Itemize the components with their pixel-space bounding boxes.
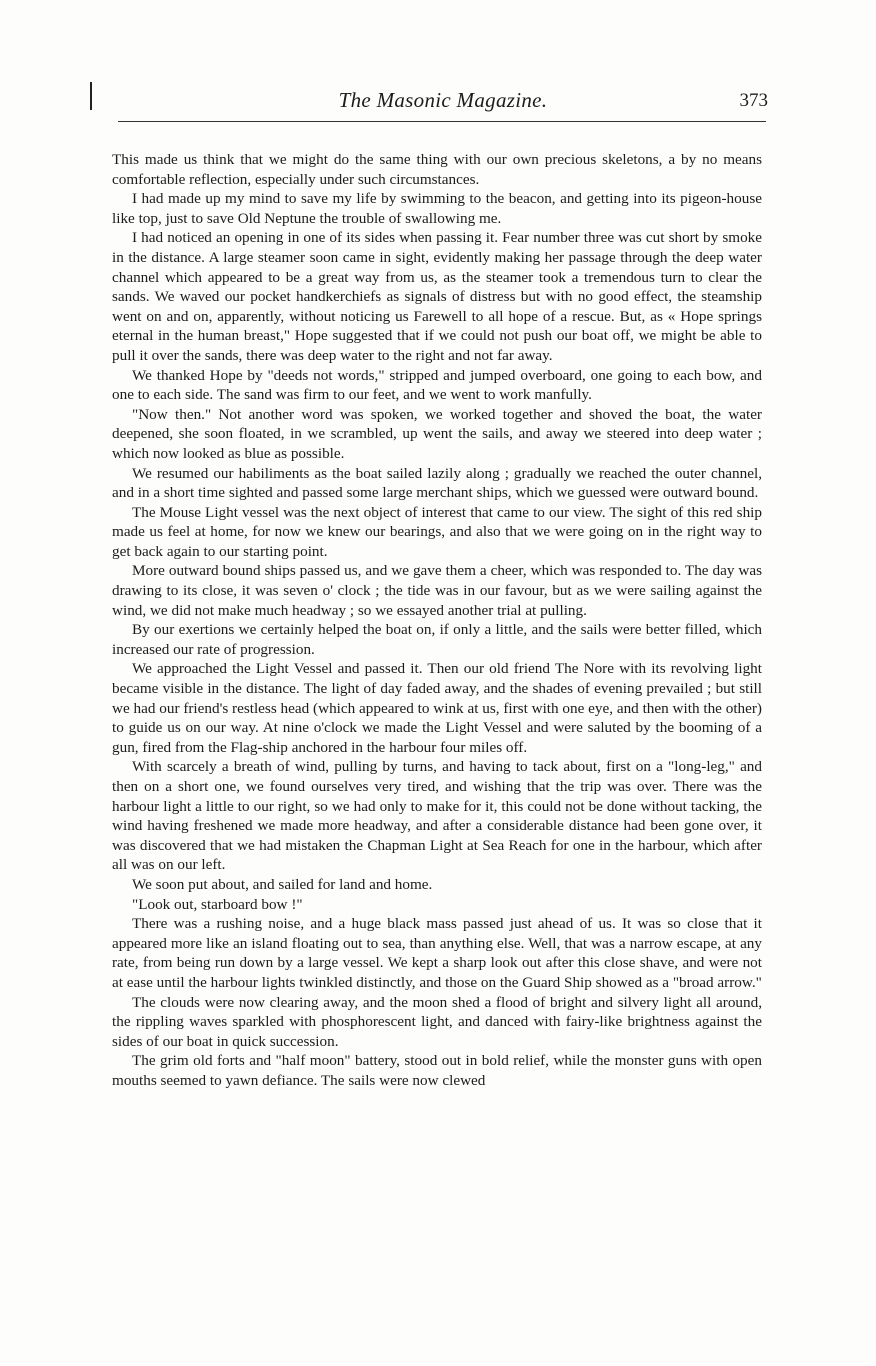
paragraph: I had noticed an opening in one of its sides when passing it. Fear number three was cut short by smoke in the distance. A large steamer soon came in sight, evidently making her passage through the deep water channel which appeared to be a great way from us, as the steamer took a tremendous turn to clear the sands. We waved our pocket handkerchiefs as signals of distress but with no good effect, the steamship went on and on, apparently, without noticing us Farewell to all hope of a rescue. But, as « Hope springs eternal in the human breast," Hope suggested that if we could not push our boat off, we might be able to pull it over the sands, there was deep water to the right and not far away. <box>112 229 762 364</box>
paragraph: More outward bound ships passed us, and we gave them a cheer, which was responded to. The day was drawing to its close, it was seven o' clock ; the tide was in our favour, but as we were sailing against the wind, we did not make much headway ; so we essayed another trial at pulling. <box>112 562 762 619</box>
paragraph: The Mouse Light vessel was the next object of interest that came to our view. The sight of this red ship made us feel at home, for now we knew our bearings, and also that we were going on in the right way to get back again to our starting point. <box>112 503 762 560</box>
paragraph: The grim old forts and "half moon" battery, stood out in bold relief, while the monster guns with open mouths seemed to yawn defiance. The sails were now clewed <box>112 1052 762 1089</box>
paragraph: There was a rushing noise, and a huge black mass passed just ahead of us. It was so close that it appeared more like an island floating out to sea, than anything else. Well, that was a narrow escape, at any rate, from being run down by a large vessel. We kept a sharp look out after this close shave, and were not at ease until the harbour lights twinkled distinctly, and those on the Guard Ship showed as a "broad arrow." <box>112 915 762 991</box>
magazine-title: The Masonic Magazine. <box>338 88 548 112</box>
paragraph: We approached the Light Vessel and passed it. Then our old friend The Nore with its revolving light became visible in the distance. The light of day faded away, and the shades of evening prevailed ; but still we had our friend's restless head (which appeared to wink at us, first with one eye, and then with the other) to guide us on our way. At nine o'clock we made the Light Vessel and were saluted by the booming of a gun, fired from the Flag-ship anchored in the harbour four miles off. <box>112 660 762 756</box>
article-body <box>112 150 762 1091</box>
paragraph: With scarcely a breath of wind, pulling by turns, and having to tack about, first on a "long-leg," and then on a short one, we found ourselves very tired, and wishing that the trip was over. There was the harbour light a little to our right, so we had only to make for it, this could not be done without tacking, the wind having freshened we made more headway, and after a considerable distance had been gone over, it was discovered that we had mistaken the Chapman Light at Sea Reach for one in the harbour, which after all was on our left. <box>112 758 762 874</box>
running-header <box>118 88 768 118</box>
paragraph: We resumed our habiliments as the boat sailed lazily along ; gradually we reached the outer channel, and in a short time sighted and passed some large merchant ships, which we guessed were outward bound. <box>112 464 762 502</box>
margin-rule <box>90 82 92 110</box>
page-number: 373 <box>739 90 768 111</box>
header-rule <box>118 121 766 122</box>
paragraph: We thanked Hope by "deeds not words," stripped and jumped overboard, one going to each bow, and one to each side. The sand was firm to our feet, and we went to work manfully. <box>112 366 762 404</box>
paragraph: "Look out, starboard bow !" <box>132 895 303 913</box>
paragraph: This made us think that we might do the same thing with our own precious skeletons, a by no means comfortable reflection, especially under such circumstances. <box>112 151 762 188</box>
paragraph: The clouds were now clearing away, and the moon shed a flood of bright and silvery light all around, the rippling waves sparkled with phosphorescent light, and danced with fairy-like brightness against the sides of our boat in quick succession. <box>112 993 762 1050</box>
paragraph: We soon put about, and sailed for land and home. <box>132 875 433 893</box>
paragraph: "Now then." Not another word was spoken, we worked together and shoved the boat, the water deepened, she soon floated, in we scrambled, up went the sails, and away we steered into deep water ; which now looked as blue as possible. <box>112 405 762 462</box>
paragraph: I had made up my mind to save my life by swimming to the beacon, and getting into its pigeon-house like top, just to save Old Neptune the trouble of swallowing me. <box>112 190 762 227</box>
paragraph: By our exertions we certainly helped the boat on, if only a little, and the sails were better filled, which increased our rate of progression. <box>112 621 762 658</box>
